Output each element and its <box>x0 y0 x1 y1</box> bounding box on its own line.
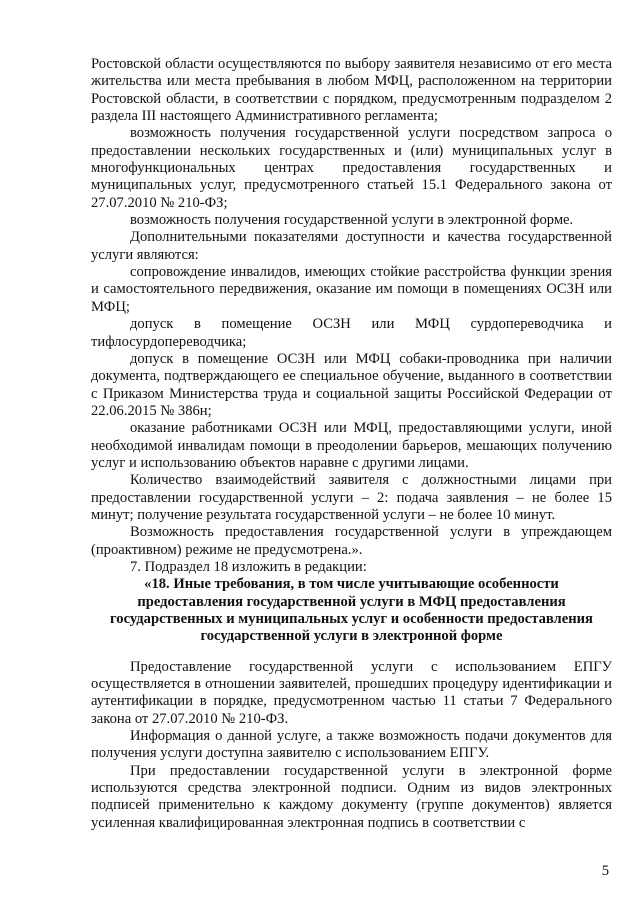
paragraph-continuation: Ростовской области осуществляются по выбору заявителя независимо от его места жительства или места пребывания в любом МФЦ, расположенном на территории Ростовской области, в соответствии с порядком, предусмотренным подразделом 2 раздела III настоящего Административного регламента; <box>91 56 612 125</box>
paragraph-epgu-provision: Предоставление государственной услуги с использованием ЕПГУ осуществляется в отношении заявителей, прошедших процедуру идентификации и аутентификации в порядке, предусмотренном частью 11 статьи 7 Федерального закона от 27.07.2010 № 210-ФЗ. <box>91 658 612 727</box>
document-page <box>91 56 612 832</box>
paragraph-electronic-form: возможность получения государственной услуги в электронной форме. <box>130 212 574 229</box>
page-number: 5 <box>601 863 609 879</box>
paragraph-electronic-signature: При предоставлении государственной услуги в электронной форме используются средства электронной подписи. Одним из видов электронных подписей применительно к каждому документу (группе документов) является усиленная квалифицированная электронная подпись в соответствии с <box>91 762 612 831</box>
paragraph-additional-indicators: Дополнительными показателями доступности и качества государственной услуги являются: <box>91 229 612 263</box>
paragraph-epgu-info: Информация о данной услуге, а также возможность подачи документов для получения услуги доступна заявителю с использованием ЕПГУ. <box>91 728 612 762</box>
paragraph-sign-interpreter: допуск в помещение ОСЗН или МФЦ сурдопереводчика и тифлосурдопереводчика; <box>91 316 612 350</box>
section-heading: «18. Иные требования, в том числе учитывающие особенности предоставления государственной услуги в МФЦ предоставления государственных и муниципальных услуг и особенности предоставления государственной услуги в электронной форме <box>110 576 593 645</box>
paragraph-guide-dog: допуск в помещение ОСЗН или МФЦ собаки-проводника при наличии документа, подтверждающего ее специальное обучение, выданного в соответствии с Приказом Министерства труда и социальной защиты Российской Федерации от 22.06.2015 № 386н; <box>91 350 612 419</box>
paragraph-subsection-edit: 7. Подраздел 18 изложить в редакции: <box>130 558 367 575</box>
paragraph-interactions-count: Количество взаимодействий заявителя с должностными лицами при предоставлении государственной услуги – 2: подача заявления – не более 15 минут; получение результата государственной услуги – не более 10 минут. <box>91 472 612 523</box>
paragraph-proactive-mode: Возможность предоставления государственной услуги в упреждающем (проактивном) режиме не предусмотрена.». <box>91 524 612 558</box>
paragraph-staff-assistance: оказание работниками ОСЗН или МФЦ, предоставляющими услуги, иной необходимой инвалидам помощи в преодолении барьеров, мешающих получению услуг и использованию объектов наравне с другими лицами. <box>91 420 612 471</box>
paragraph-escort-disabled: сопровождение инвалидов, имеющих стойкие расстройства функции зрения и самостоятельного передвижения, оказание им помощи в помещениях ОСЗН или МФЦ; <box>91 264 612 315</box>
paragraph-multiple-services: возможность получения государственной услуги посредством запроса о предоставлении нескольких государственных и (или) муниципальных услуг в многофункциональных центрах предоставления государственных и муниципальных услуг, предусмотренного статьей 15.1 Федерального закона от 27.07.2010 № 210-ФЗ; <box>91 125 612 211</box>
